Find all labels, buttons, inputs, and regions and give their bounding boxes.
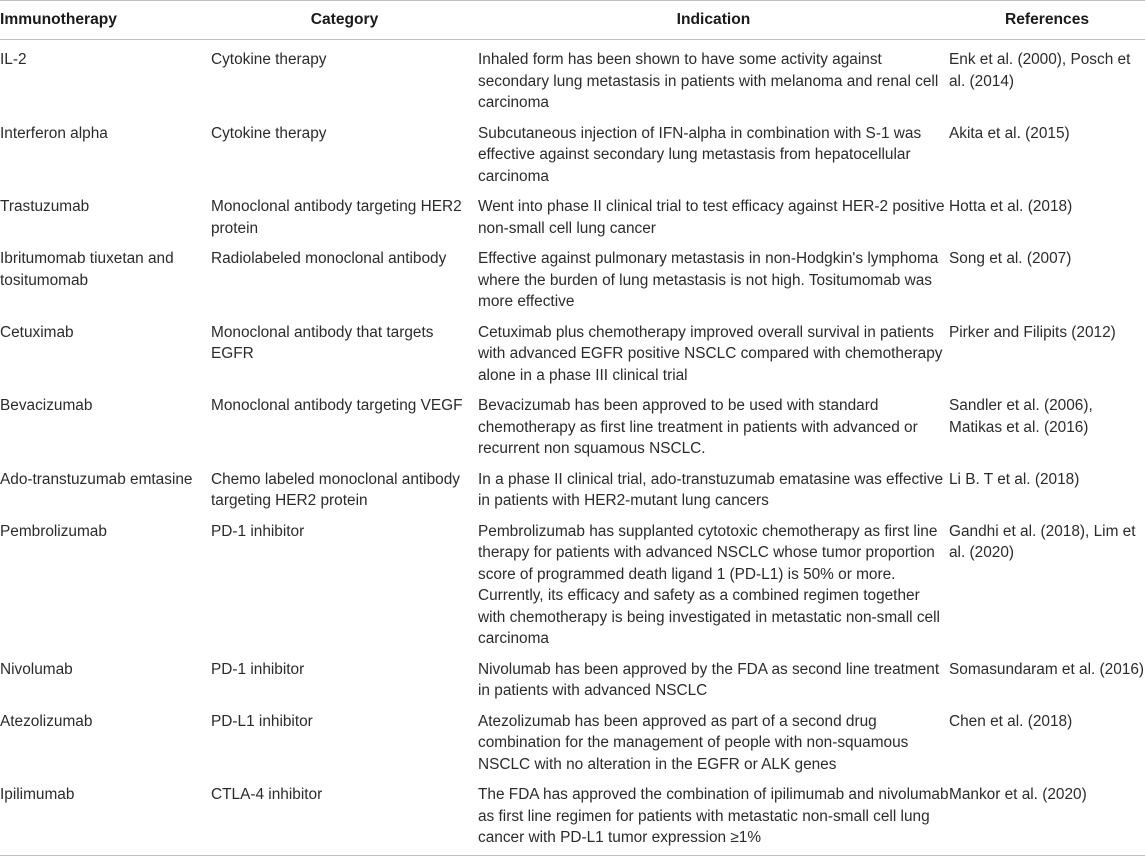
table-body [0, 40, 1145, 856]
cell-references: Chen et al. (2018) [949, 712, 1073, 730]
cell-immunotherapy: Atezolizumab [0, 712, 93, 730]
cell-category: Cytokine therapy [211, 51, 327, 68]
cell-immunotherapy: Ipilimumab [0, 775, 211, 855]
table-row [0, 187, 1145, 239]
cell-indication: Went into phase II clinical trial to test efficacy against HER-2 positive non-small cell lung cancer [478, 198, 945, 237]
cell-references: Somasundaram et al. (2016) [949, 660, 1145, 678]
header-category: Category [211, 1, 478, 40]
cell-category: Chemo labeled monoclonal antibody targeting HER2 protein [211, 470, 460, 509]
table-row [0, 386, 1145, 460]
cell-indication: Pembrolizumab has supplanted cytotoxic chemotherapy as first line therapy for patients with advanced NSCLC whose tumor proportion score of programmed death ligand 1 (PD-L1) is 50% or more. Currently, its efficacy and safety as a combined regimen together with chemotherapy is being investigated in metastatic non-small cell carcinoma [478, 522, 940, 647]
cell-indication: Cetuximab plus chemotherapy improved overall survival in patients with advanced EGFR positive NSCLC compared with chemotherapy alone in a phase III clinical trial [478, 323, 943, 384]
cell-indication: Atezolizumab has been approved as part of a second drug combination for the management of people with non-squamous NSCLC with no alteration in the EGFR or ALK genes [478, 712, 909, 773]
table-row [0, 114, 1145, 188]
cell-category: Cytokine therapy [211, 124, 327, 142]
cell-references: Song et al. (2007) [949, 250, 1072, 267]
table-row [0, 512, 1145, 650]
cell-immunotherapy: Cetuximab [0, 323, 74, 341]
cell-immunotherapy: Pembrolizumab [0, 522, 107, 540]
header-immunotherapy: Immunotherapy [0, 1, 211, 40]
cell-immunotherapy: Ado-transtuzumab emtasine [0, 470, 193, 488]
cell-category: PD-1 inhibitor [211, 660, 305, 678]
table-row [0, 702, 1145, 776]
cell-indication: Effective against pulmonary metastasis in non-Hodgkin's lymphoma where the burden of lung metastasis is not high. Tositumomab was more effective [478, 250, 939, 310]
header-indication: Indication [478, 1, 949, 40]
table-row [0, 239, 1145, 313]
cell-indication: The FDA has approved the combination of ipilimumab and nivolumab as first line regimen for patients with metastatic non-small cell lung cancer with PD-L1 tumor expression ≥1% [478, 775, 949, 855]
table-row [0, 650, 1145, 702]
table-row [0, 775, 1145, 855]
cell-category: Monoclonal antibody targeting HER2 protein [211, 198, 462, 237]
cell-references: Akita et al. (2015) [949, 124, 1070, 142]
cell-immunotherapy: Nivolumab [0, 660, 73, 678]
table-header [0, 1, 1145, 40]
table-row [0, 460, 1145, 512]
cell-references: Gandhi et al. (2018), Lim et al. (2020) [949, 522, 1136, 561]
cell-category: Radiolabeled monoclonal antibody [211, 250, 447, 267]
cell-immunotherapy: IL-2 [0, 51, 27, 68]
cell-references: Li B. T et al. (2018) [949, 470, 1080, 488]
cell-immunotherapy: Bevacizumab [0, 397, 93, 414]
cell-indication: Bevacizumab has been approved to be used with standard chemotherapy as first line treatment in patients with advanced or recurrent non squamous NSCLC. [478, 397, 918, 457]
cell-references: Pirker and Filipits (2012) [949, 323, 1116, 341]
cell-indication: Nivolumab has been approved by the FDA as second line treatment in patients with advanced NSCLC [478, 660, 940, 699]
cell-category: PD-L1 inhibitor [211, 712, 313, 730]
cell-category: CTLA-4 inhibitor [211, 775, 478, 855]
header-references: References [949, 1, 1145, 40]
cell-category: PD-1 inhibitor [211, 522, 305, 540]
cell-references: Enk et al. (2000), Posch et al. (2014) [949, 51, 1131, 90]
header-row [0, 1, 1145, 40]
cell-immunotherapy: Interferon alpha [0, 124, 108, 142]
cell-indication: Subcutaneous injection of IFN-alpha in combination with S-1 was effective against secondary lung metastasis from hepatocellular carcinoma [478, 124, 922, 185]
cell-references: Sandler et al. (2006), Matikas et al. (2016) [949, 397, 1093, 436]
table-row [0, 40, 1145, 114]
cell-category: Monoclonal antibody that targets EGFR [211, 323, 434, 362]
cell-indication: In a phase II clinical trial, ado-transtuzumab ematasine was effective in patients with HER2-mutant lung cancers [478, 470, 944, 509]
cell-immunotherapy: Trastuzumab [0, 198, 90, 215]
cell-immunotherapy: Ibritumomab tiuxetan and tositumomab [0, 250, 174, 289]
table-row [0, 313, 1145, 387]
cell-references: Mankor et al. (2020) [949, 775, 1145, 855]
cell-indication: Inhaled form has been shown to have some activity against secondary lung metastasis in patients with melanoma and renal cell carcinoma [478, 51, 939, 111]
cell-category: Monoclonal antibody targeting VEGF [211, 397, 463, 414]
cell-references: Hotta et al. (2018) [949, 198, 1073, 215]
